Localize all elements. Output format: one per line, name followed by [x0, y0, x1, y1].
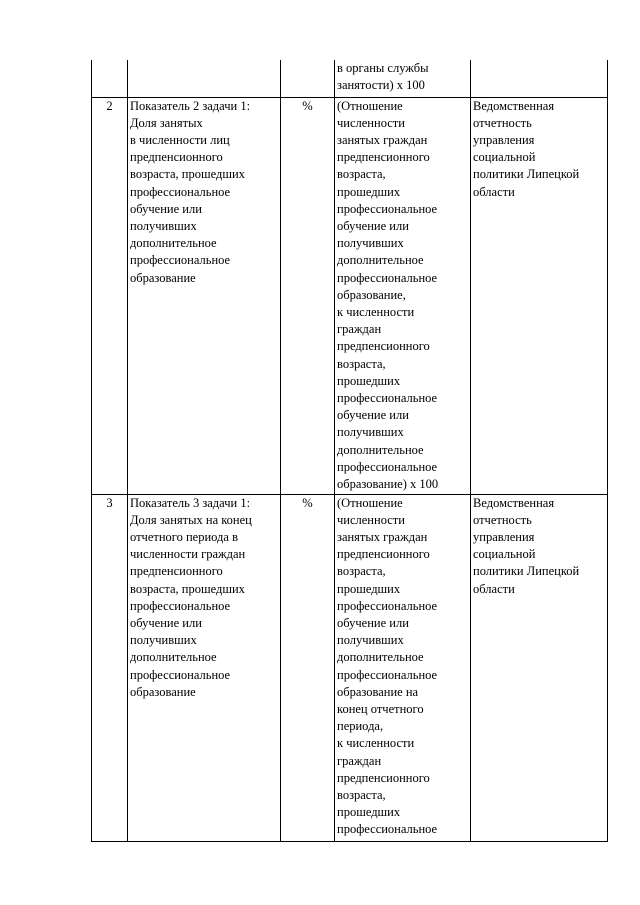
unit-cell: [281, 494, 335, 841]
table-row: [92, 60, 608, 97]
formula-text: (Отношение численности занятых граждан предпенсионного возраста, прошедших профессиональное обучение или получивших дополнительное профессиональное образование на конец отчетного периода, к численности граждан предпенсионного возраста, прошедших профессиональное: [337, 495, 438, 837]
formula-cell: [335, 60, 471, 97]
formula-text: (Отношение численности занятых граждан предпенсионного возраста, прошедших профессиональное обучение или получивших дополнительное профессиональное образование, к численности граждан предпенсионного возраста, прошедших профессиональное обучение или получивших дополнительное профессиональное образование) х 100: [337, 98, 439, 491]
source-cell: [471, 494, 608, 841]
table-row: [92, 494, 608, 841]
formula-text: в органы службы занятости) х 100: [337, 61, 429, 93]
formula-cell: [335, 97, 471, 494]
row-number: 2: [106, 98, 113, 113]
source-text: Ведомственная отчетность управления социальной политики Липецкой области: [473, 495, 580, 596]
row-number-cell: [92, 494, 128, 841]
indicator-text: Показатель 3 задачи 1: Доля занятых на конец отчетного периода в численности граждан предпенсионного возраста, прошедших профессиональное обучение или получивших дополнительное профессиональное образование: [130, 495, 252, 699]
table-row: [92, 97, 608, 494]
unit-cell: [281, 97, 335, 494]
source-cell: [471, 97, 608, 494]
indicator-text: Показатель 2 задачи 1: Доля занятых в численности лиц предпенсионного возраста, прошедших профессиональное обучение или получивших дополнительное профессиональное образование: [130, 98, 251, 285]
source-text: Ведомственная отчетность управления социальной политики Липецкой области: [473, 98, 580, 199]
row-number-cell: [92, 60, 128, 97]
indicators-table: [91, 60, 608, 842]
formula-cell: [335, 494, 471, 841]
source-cell: [471, 60, 608, 97]
indicator-cell: [128, 494, 281, 841]
unit-text: %: [302, 495, 313, 510]
unit-text: %: [302, 98, 313, 113]
unit-cell: [281, 60, 335, 97]
row-number: 3: [106, 495, 113, 510]
indicator-cell: [128, 60, 281, 97]
indicator-cell: [128, 97, 281, 494]
row-number-cell: [92, 97, 128, 494]
